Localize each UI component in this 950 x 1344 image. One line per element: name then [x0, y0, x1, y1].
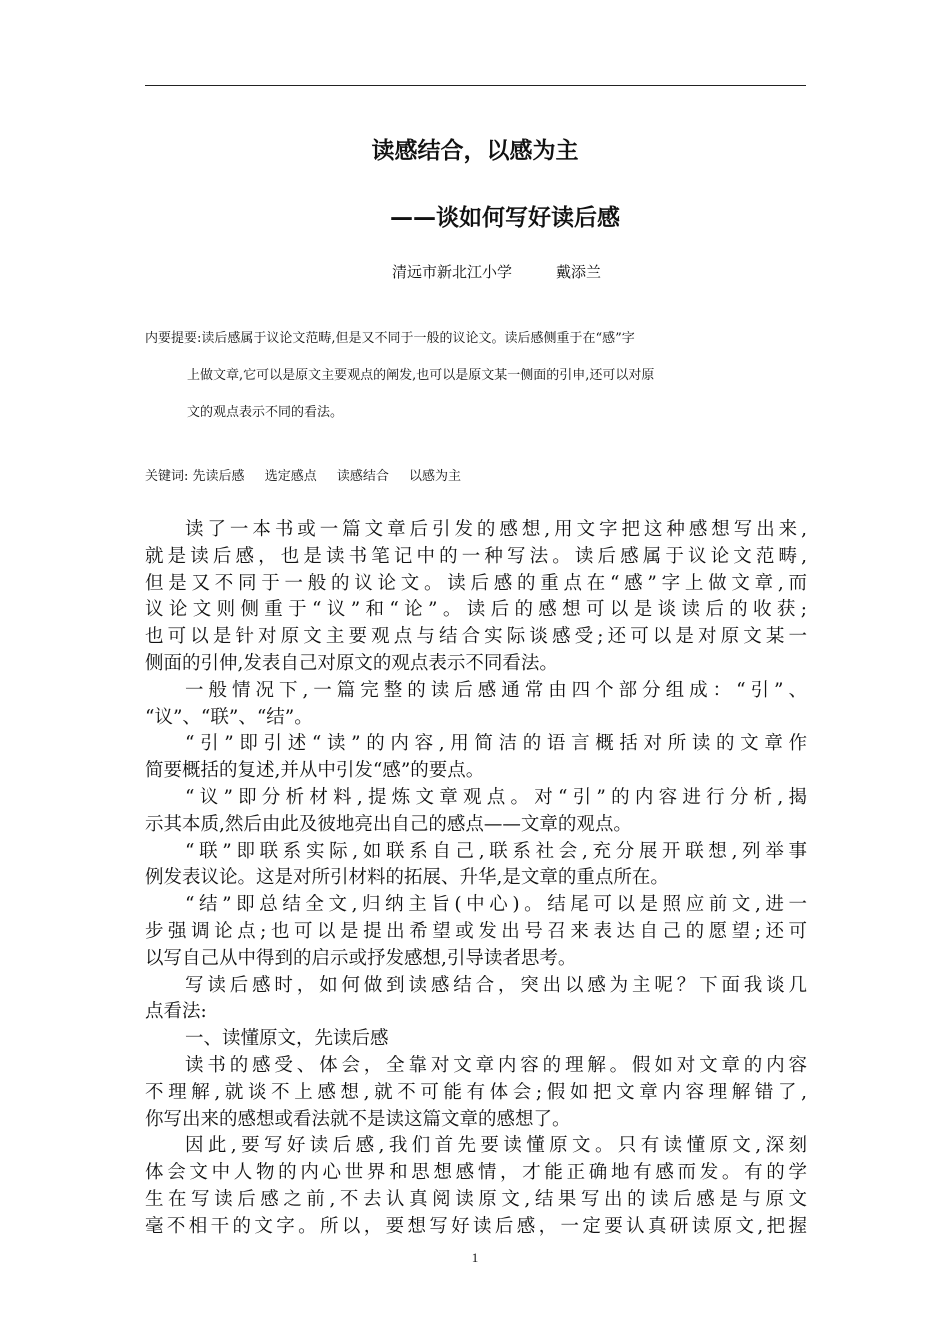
- body-line: “议”即分析材料,提炼文章观点。对“引”的内容进行分析,揭: [185, 786, 807, 808]
- body-line: 生在写读后感之前,不去认真阅读原文,结果写出的读后感是与原文: [145, 1188, 807, 1210]
- keywords-label: 关键词:: [145, 469, 189, 484]
- page-subtitle: ——谈如何写好读后感: [390, 205, 620, 231]
- body-line: “议”、“联”、“结”。: [145, 706, 313, 728]
- page-number: 1: [471, 1250, 479, 1265]
- keyword: 选定感点: [264, 469, 317, 484]
- keyword: 读感结合: [336, 469, 389, 484]
- body-line: 议论文则侧重于“议”和“论”。读后的感想可以是谈读后的收获;: [145, 599, 807, 621]
- abstract: [145, 320, 805, 431]
- keyword: 以感为主: [409, 469, 462, 484]
- body-line: 点看法:: [145, 1001, 207, 1023]
- body-line: 例发表议论。这是对所引材料的拓展、升华,是文章的重点所在。: [145, 867, 669, 889]
- body-line: 但是又不同于一般的议论文。读后感的重点在“感”字上做文章,而: [145, 572, 807, 594]
- body-line: 体会文中人物的内心世界和思想感情，才能正确地有感而发。有的学: [145, 1162, 807, 1184]
- header-rule: [145, 85, 806, 86]
- body-line: 一般情况下,一篇完整的读后感通常由四个部分组成：“引”、: [185, 679, 807, 701]
- body-line: 读书的感受、体会，全靠对文章内容的理解。假如对文章的内容: [185, 1054, 807, 1076]
- body-line: 步强调论点;也可以是提出希望或发出号召来表达自己的愿望;还可: [145, 920, 807, 942]
- abstract-line: 上做文章,它可以是原文主要观点的阐发,也可以是原文某一侧面的引申,还可以对原: [187, 368, 655, 383]
- body-line: 读了一本书或一篇文章后引发的感想,用文字把这种感想写出来,: [185, 519, 807, 540]
- author-name: 戴添兰: [556, 263, 602, 281]
- body-line: 写读后感时，如何做到读感结合，突出以感为主呢？下面我谈几: [185, 974, 807, 996]
- keywords: [145, 465, 477, 484]
- author-school: 清远市新北江小学: [392, 263, 513, 281]
- abstract-line: 文的观点表示不同的看法。: [187, 405, 344, 420]
- body-line: “联”即联系实际,如联系自己,联系社会,充分展开联想,列举事: [185, 840, 807, 862]
- body-text: [145, 517, 807, 1241]
- body-line: 毫不相干的文字。所以，要想写好读后感，一定要认真研读原文,把握: [145, 1215, 807, 1237]
- body-line: 简要概括的复述,并从中引发“感”的要点。: [145, 760, 485, 782]
- body-line: 因此,要写好读后感,我们首先要读懂原文。只有读懂原文,深刻: [185, 1135, 807, 1157]
- section-heading: 一、读懂原文，先读后感: [185, 1028, 389, 1050]
- body-line: 你写出来的感想或看法就不是读这篇文章的感想了。: [145, 1108, 571, 1130]
- body-line: 侧面的引伸,发表自己对原文的观点表示不同看法。: [145, 652, 558, 674]
- keyword: 先读后感: [192, 469, 245, 484]
- abstract-line: 内要提要:读后感属于议论文范畴,但是又不同于一般的议论文。读后感侧重于在“感”字: [145, 331, 635, 346]
- author-line: [392, 261, 601, 282]
- body-line: “结”即总结全文,归纳主旨(中心)。结尾可以是照应前文,进一: [185, 894, 807, 916]
- page-title: 读感结合，以感为主: [371, 138, 579, 164]
- body-line: 也可以是针对原文主要观点与结合实际谈感受;还可以是对原文某一: [145, 626, 807, 648]
- body-line: 示其本质,然后由此及彼地亮出自己的感点——文章的观点。: [145, 813, 632, 835]
- body-line: 不理解,就谈不上感想,就不可能有体会;假如把文章内容理解错了,: [145, 1081, 807, 1103]
- body-line: 就是读后感，也是读书笔记中的一种写法。读后感属于议论文范畴,: [145, 545, 807, 567]
- body-line: 以写自己从中得到的启示或抒发感想,引导读者思考。: [145, 947, 577, 969]
- body-line: “引”即引述“读”的内容,用简洁的语言概括对所读的文章作: [185, 733, 807, 755]
